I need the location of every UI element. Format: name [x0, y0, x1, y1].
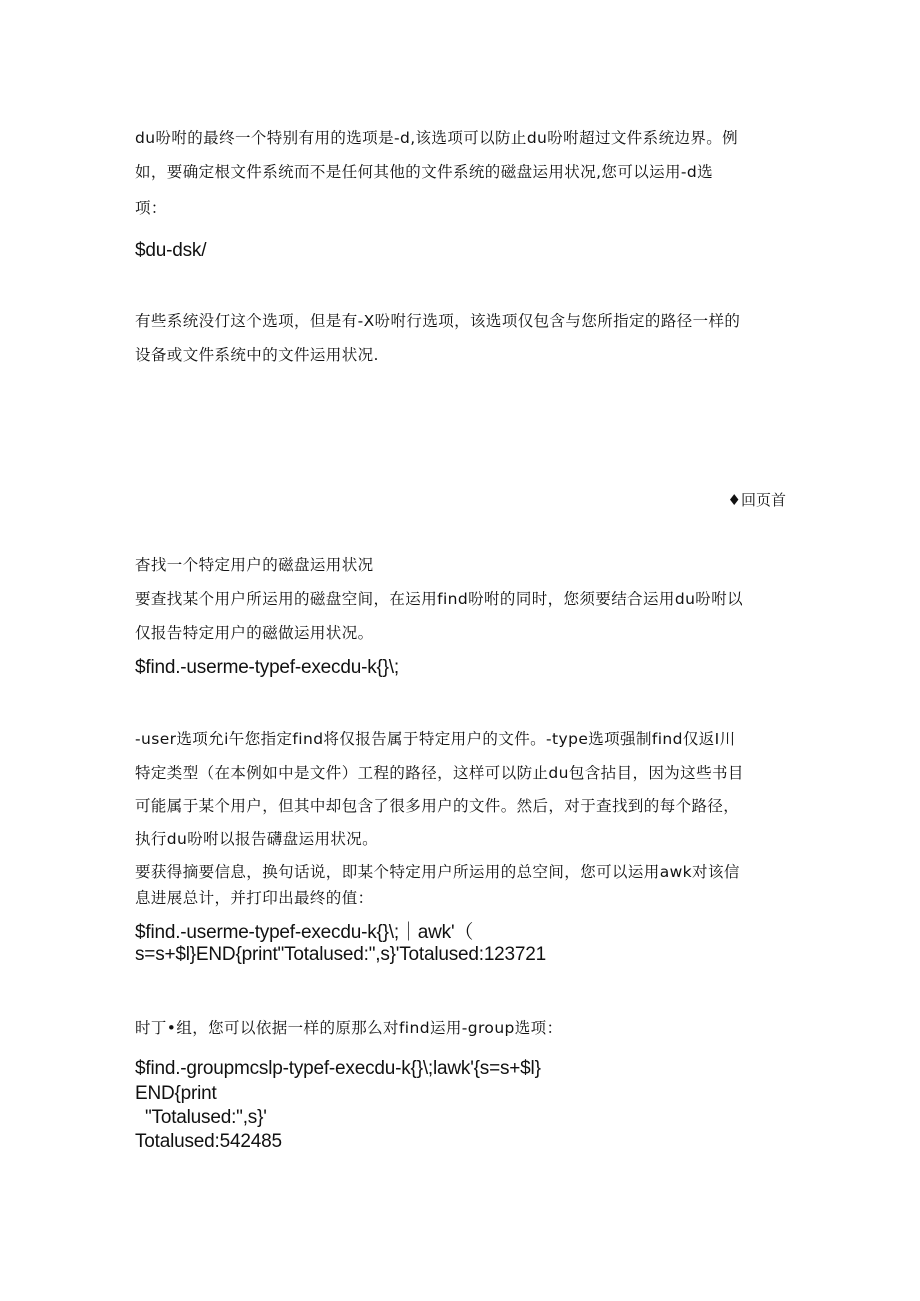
- code-line: s=s+$l}END{print"Totalused:",s}'Totalused:123721: [135, 944, 547, 965]
- paragraph-line: -user选项允i午您指定find将仅报告属于特定用户的文件。-type选项强制find仅返Ⅰ川: [135, 730, 736, 748]
- code-line: $find.-userme-typef-execdu-k{}\;: [135, 657, 399, 678]
- code-line: $find.-groupmcslp-typef-execdu-k{}\;lawk'{s=s+$l}: [135, 1058, 541, 1079]
- back-to-top-link[interactable]: ♦回页首: [727, 491, 786, 509]
- paragraph-line: 执行du吩咐以报告礴盘运用状况。: [135, 830, 379, 848]
- paragraph-line: 息进展总计，并打印出最终的值：: [135, 889, 374, 907]
- paragraph-line: 如，要确定根文件系统而不是任何其他的文件系统的磁盘运用状况,您可以运用-d选: [135, 163, 714, 181]
- paragraph-line: 可能属于某个用户，但其中却包含了很多用户的文件。然后，对于查找到的每个路径，: [135, 797, 740, 815]
- paragraph-line: du吩咐的最终一个特别有用的选项是-d,该选项可以防止du吩咐超过文件系统边界。例: [135, 129, 739, 147]
- paragraph-line: 要获得摘要信息，换句话说，即某个特定用户所运用的总空间，您可以运用awk对该信: [135, 863, 740, 881]
- paragraph-line: 仅报告特定用户的磁做运用状况。: [135, 624, 374, 642]
- paragraph-line: 特定类型（在本例如中是文件）工程的路径，这样可以防止du包含拈目，因为这些书目: [135, 764, 744, 782]
- paragraph-line: 有些系统没仃这个选项，但是有-X吩咐行选项，该选项仅包含与您所指定的路径一样的: [135, 312, 741, 330]
- code-line: $find.-userme-typef-execdu-k{}\;｜awk'（: [135, 922, 474, 943]
- paragraph-line: 时丁•组，您可以依据一样的原那么对find运用-group选项：: [135, 1019, 563, 1037]
- code-line: $du-dsk/: [135, 240, 207, 261]
- code-line: Totalused:542485: [135, 1131, 282, 1152]
- paragraph-line: 项：: [135, 199, 167, 217]
- code-line: END{print: [135, 1083, 217, 1104]
- paragraph-line: 设备或文件系统中的文件运用状况.: [135, 346, 379, 364]
- code-line: "Totalused:",s}': [145, 1107, 267, 1128]
- paragraph-line: 要查找某个用户所运用的磁盘空间，在运用find吩咐的同时，您须要结合运用du吩咐以: [135, 590, 743, 608]
- section-heading: 杳找一个特定用户的磁盘运用状况: [135, 556, 374, 574]
